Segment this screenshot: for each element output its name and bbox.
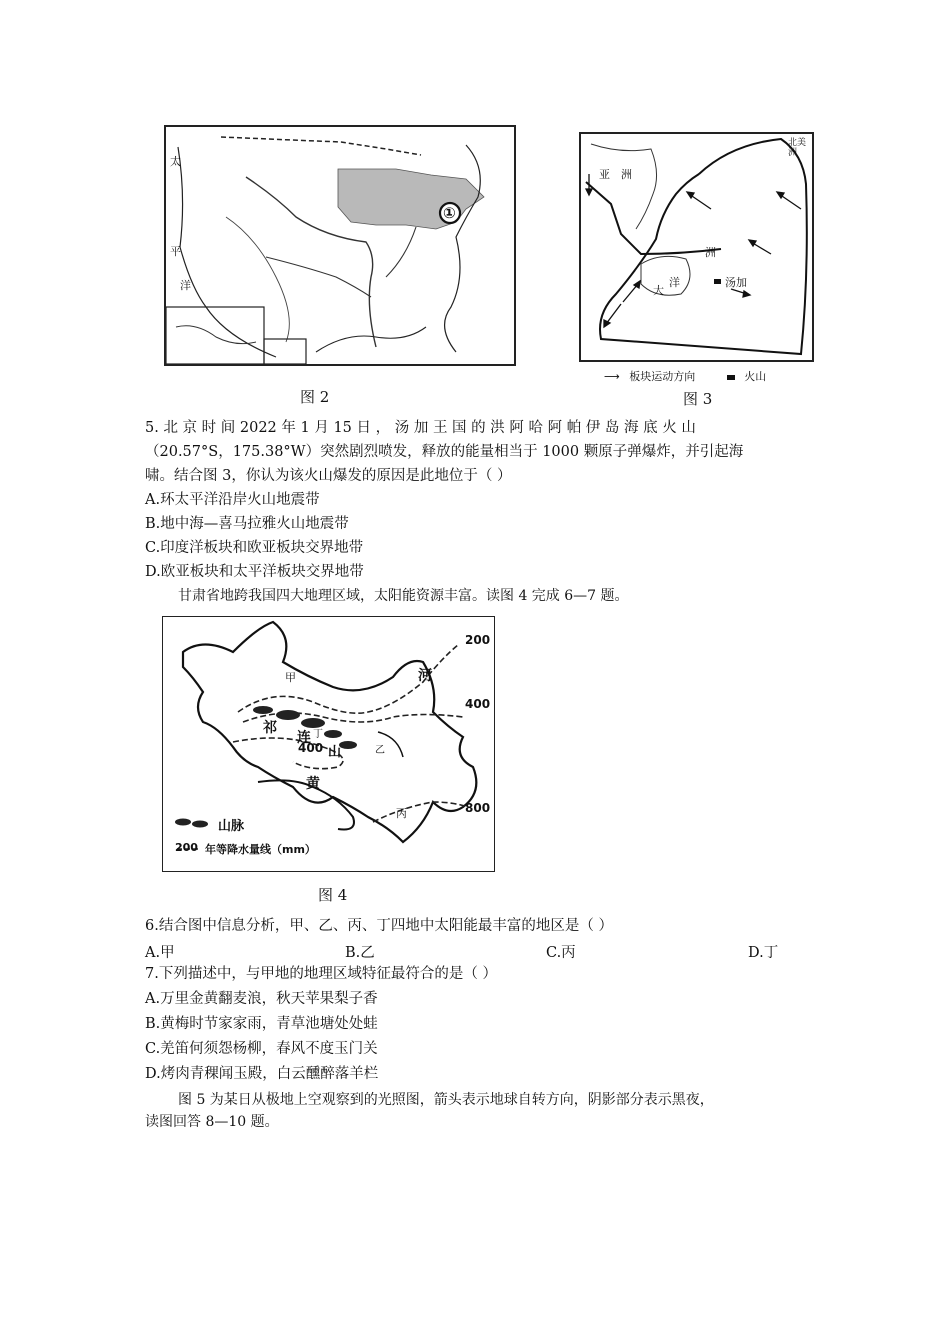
label-shan: 山 xyxy=(328,745,342,760)
figure-3-caption: 图 3 xyxy=(683,390,713,408)
label-huang: 黄 xyxy=(306,776,320,792)
q6-option-c: C.丙 xyxy=(546,945,576,961)
legend-arrow-label: 板块运动方向 xyxy=(629,370,696,383)
marker-1: ① xyxy=(443,204,456,222)
intro-8-10-line-1: 图 5 为某日从极地上空观察到的光照图，箭头表示地球自转方向，阴影部分表示黑夜， xyxy=(178,1092,714,1108)
isoline-400-left: 400 xyxy=(298,741,324,755)
label-tai: 太 xyxy=(170,155,181,168)
label-ding: 丁 xyxy=(313,729,323,740)
q6-option-a: A.甲 xyxy=(145,945,175,961)
q7-option-a: A.万里金黄翻麦浪，秋天苹果梨子香 xyxy=(145,991,378,1007)
label-yang: 洋 xyxy=(180,279,191,292)
isoline-800: 800 xyxy=(465,801,491,815)
figure-2-map xyxy=(164,125,516,366)
legend-volcano-icon xyxy=(727,375,735,380)
pacific-plates-map xyxy=(581,134,812,360)
label-zhou-2: 洲 xyxy=(705,246,716,259)
intro-6-7: 甘肃省地跨我国四大地理区域，太阳能资源丰富。读图 4 完成 6—7 题。 xyxy=(178,588,629,604)
label-lian: 连 xyxy=(297,730,311,746)
q5-option-b: B.地中海—喜马拉雅火山地震带 xyxy=(145,516,349,532)
label-yi: 乙 xyxy=(375,745,385,756)
q7-option-b: B.黄梅时节家家雨，青草池塘处处蛙 xyxy=(145,1016,378,1032)
label-zhou-1: 洲 xyxy=(621,168,632,181)
legend-isoline-label: 年等降水量线（mm） xyxy=(205,843,316,856)
label-ping: 平 xyxy=(170,245,181,258)
q7-stem: 7.下列描述中，与甲地的地理区域特征最符合的是（ ） xyxy=(145,966,497,982)
north-america-map xyxy=(166,127,514,364)
figure-4-map xyxy=(162,616,495,872)
label-da: 大 xyxy=(653,284,664,297)
legend-arrow-icon: ⟶ xyxy=(604,370,620,383)
label-asia: 亚 xyxy=(599,168,610,181)
q5-option-c: C.印度洋板块和欧亚板块交界地带 xyxy=(145,540,364,556)
label-jia: 甲 xyxy=(285,671,296,684)
legend-mountain-label: 山脉 xyxy=(218,819,245,834)
legend-volcano-label: 火山 xyxy=(744,370,767,383)
label-north-america: 北美洲 xyxy=(788,138,807,158)
intro-8-10-line-2: 读图回答 8—10 题。 xyxy=(145,1114,279,1130)
figure-3-map xyxy=(579,132,814,362)
label-bing: 丙 xyxy=(396,807,407,820)
q6-stem: 6.结合图中信息分析，甲、乙、丙、丁四地中太阳能最丰富的地区是（ ） xyxy=(145,918,613,934)
q7-option-d: D.烤肉青稞闻玉殿，白云醺醉落羊栏 xyxy=(145,1066,379,1082)
q5-line-2: （20.57°S，175.38°W）突然剧烈喷发，释放的能量相当于 1000 颗原子弹爆炸，并引起海 xyxy=(145,444,744,460)
label-he: 河 xyxy=(418,668,432,684)
q5-option-d: D.欧亚板块和太平洋板块交界地带 xyxy=(145,564,364,580)
legend-isoline-value: 200 xyxy=(175,841,198,854)
q6-option-b: B.乙 xyxy=(345,945,375,961)
isoline-400-right: 400 xyxy=(465,697,491,711)
q6-option-d: D.丁 xyxy=(748,945,779,961)
q5-line-3: 啸。结合图 3，你认为该火山爆发的原因是此地位于（ ） xyxy=(145,468,512,484)
isoline-200: 200 xyxy=(465,633,491,647)
figure-4-caption: 图 4 xyxy=(318,886,348,904)
q5-line-1: 5. 北 京 时 间 2022 年 1 月 15 日 ， 汤 加 王 国 的 洪 阿 哈 阿 帕 伊 岛 海 底 火 山 xyxy=(145,420,696,436)
figure-2-caption: 图 2 xyxy=(300,388,330,406)
q7-option-c: C.羌笛何须怨杨柳，春风不度玉门关 xyxy=(145,1041,378,1057)
label-qi: 祁 xyxy=(263,720,277,736)
label-yang: 洋 xyxy=(669,276,680,289)
label-tonga: 汤加 xyxy=(725,276,747,289)
q5-option-a: A.环太平洋沿岸火山地震带 xyxy=(145,492,320,508)
figure-3-legend xyxy=(604,368,766,384)
